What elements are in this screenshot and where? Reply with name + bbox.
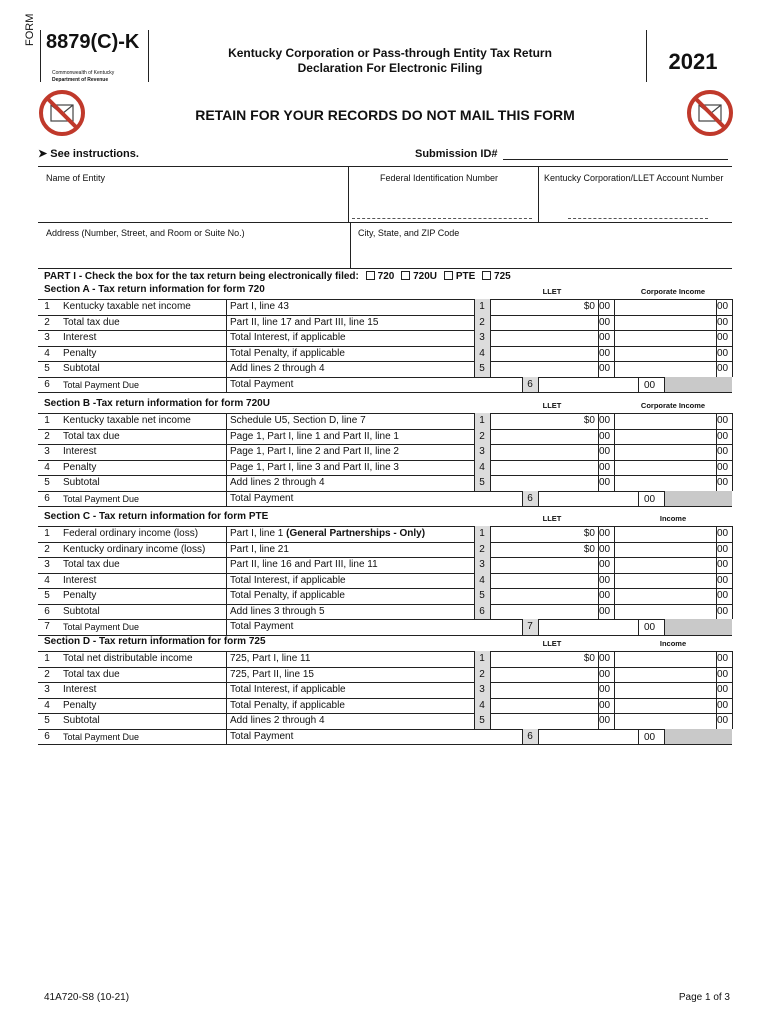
line-number: 1: [44, 415, 50, 426]
llet-cents: 00: [599, 653, 611, 664]
line-box-number: 3: [479, 684, 485, 695]
tax-year: 2021: [668, 49, 718, 74]
income-cents: 00: [717, 543, 729, 555]
checkbox-720[interactable]: [366, 271, 375, 280]
line-number: 6: [44, 492, 50, 504]
line-number: 4: [44, 461, 50, 473]
income-cents: 00: [717, 332, 729, 343]
line-label: Total tax due: [63, 430, 120, 442]
line-box-number: 5: [479, 477, 485, 488]
llet-cents: 00: [599, 605, 611, 617]
line-label: Total tax due: [63, 668, 120, 680]
line-number: 2: [44, 543, 50, 555]
line-label: Subtotal: [63, 477, 100, 488]
line-number: 4: [44, 699, 50, 711]
line-number: 1: [44, 301, 50, 312]
line-reference: Total Payment: [230, 492, 294, 504]
llet-cents: 00: [599, 574, 611, 586]
income-cents: 00: [717, 461, 729, 473]
line-reference: Add lines 2 through 4: [230, 477, 325, 488]
income-dollars-field[interactable]: [614, 413, 716, 429]
llet-cents: 00: [599, 477, 611, 488]
income-cents: 00: [717, 347, 729, 359]
line-reference: Total Penalty, if applicable: [230, 590, 345, 601]
line-box-number: 1: [479, 528, 485, 539]
agency-line-2: Department of Revenue: [52, 77, 109, 83]
income-dollars-field[interactable]: [614, 346, 716, 362]
agency-line-1: Commonwealth of Kentucky: [52, 70, 115, 76]
line-number: 7: [44, 621, 50, 632]
line-box-number: 2: [479, 543, 485, 555]
income-cents: 00: [717, 446, 729, 457]
income-dollars-field[interactable]: [614, 460, 716, 476]
line-label: Federal ordinary income (loss): [63, 528, 199, 539]
line-reference: Total Interest, if applicable: [230, 684, 346, 695]
line-box-number: 3: [479, 332, 485, 343]
line-reference: Page 1, Part I, line 2 and Part II, line 2: [230, 446, 399, 457]
income-dollars-field[interactable]: [614, 475, 716, 491]
line-label: Total tax due: [63, 316, 120, 328]
line-number: 2: [44, 668, 50, 680]
total-payment-field[interactable]: [538, 491, 638, 507]
line-reference: Part I, line 1 (General Partnerships - Only): [230, 528, 426, 539]
income-dollars-field[interactable]: [614, 526, 716, 542]
name-of-entity-label: Name of Entity: [46, 173, 106, 183]
line-number: 6: [44, 605, 50, 617]
line-label: Kentucky taxable net income: [63, 301, 191, 312]
line-number: 1: [44, 653, 50, 664]
total-cents: 00: [644, 493, 656, 505]
llet-cents: 00: [599, 699, 611, 711]
llet-cents: 00: [599, 430, 611, 442]
city-state-zip-field[interactable]: [354, 240, 730, 266]
line-label: Interest: [63, 446, 97, 457]
line-box-number: 1: [479, 415, 485, 426]
income-cents: 00: [717, 477, 729, 488]
total-payment-field[interactable]: [538, 619, 638, 635]
income-cents: 00: [717, 590, 729, 601]
llet-cents: 00: [599, 528, 611, 539]
income-cents: 00: [717, 316, 729, 328]
income-cents: 00: [717, 430, 729, 442]
line-number: 4: [44, 574, 50, 586]
line-box-number: 7: [527, 621, 533, 632]
line-box-number: 4: [479, 699, 485, 711]
line-box-number: 1: [479, 301, 485, 312]
line-label: Total tax due: [63, 559, 120, 570]
income-cents: 00: [717, 528, 729, 539]
line-reference: Total Penalty, if applicable: [230, 699, 345, 711]
line-reference: Schedule U5, Section D, line 7: [230, 415, 366, 426]
line-label: Subtotal: [63, 605, 100, 617]
line-number: 3: [44, 559, 50, 570]
llet-cents: 00: [599, 559, 611, 570]
line-number: 3: [44, 446, 50, 457]
part1-title: PART I - Check the box for the tax return being electronically filed: 720 720U PTE 725: [44, 271, 511, 282]
column-header-llet: LLET: [542, 401, 562, 410]
line-label: Interest: [63, 684, 97, 695]
line-label: Total Payment Due: [63, 493, 140, 504]
line-reference: Page 1, Part I, line 1 and Part II, line 1: [230, 430, 399, 442]
address-label: Address (Number, Street, and Room or Suite No.): [46, 228, 245, 238]
income-dollars-field[interactable]: [614, 573, 716, 589]
income-dollars-field[interactable]: [614, 588, 716, 604]
income-dollars-field[interactable]: [614, 557, 716, 573]
line-box-number: 4: [479, 347, 485, 359]
line-label: Subtotal: [63, 363, 100, 374]
line-box-number: 3: [479, 559, 485, 570]
page-number: Page 1 of 3: [678, 992, 730, 1003]
line-reference: Add lines 2 through 4: [230, 715, 325, 726]
line-label: Penalty: [63, 461, 97, 473]
income-dollars-field[interactable]: [614, 429, 716, 445]
line-label: Kentucky ordinary income (loss): [63, 543, 206, 555]
income-dollars-field[interactable]: [614, 713, 716, 729]
line-label: Subtotal: [63, 715, 100, 726]
form-title-line-1: Kentucky Corporation or Pass-through Entity Tax Return: [228, 46, 552, 60]
income-cents: 00: [717, 301, 729, 312]
line-label: Total Payment Due: [63, 622, 140, 632]
line-label: Kentucky taxable net income: [63, 415, 191, 426]
column-header-income: Corporate Income: [640, 287, 706, 296]
line-reference: Add lines 2 through 4: [230, 363, 325, 374]
column-header-income: Income: [659, 514, 687, 523]
column-header-llet: LLET: [542, 287, 562, 296]
column-header-llet: LLET: [542, 639, 562, 648]
section-title: Section B -Tax return information for form 720U: [44, 398, 270, 409]
income-cents: 00: [717, 715, 729, 726]
line-box-number: 6: [527, 730, 533, 742]
account-number-field[interactable]: [568, 196, 708, 219]
line-reference: Part I, line 43: [230, 301, 289, 312]
line-box-number: 6: [527, 492, 533, 504]
line-label: Total net distributable income: [63, 653, 193, 664]
income-cents: 00: [717, 699, 729, 711]
form-code: 41A720-S8 (10-21): [44, 992, 130, 1003]
income-dollars-field[interactable]: [614, 604, 716, 620]
checkbox-725[interactable]: [482, 271, 491, 280]
checkbox-720u[interactable]: [401, 271, 410, 280]
income-dollars-field[interactable]: [614, 667, 716, 683]
line-box-number: 2: [479, 316, 485, 328]
line-reference: 725, Part II, line 15: [230, 668, 314, 680]
line-box-number: 3: [479, 446, 485, 457]
line-number: 3: [44, 332, 50, 343]
line-reference: Total Interest, if applicable: [230, 574, 346, 586]
total-cents: 00: [644, 622, 656, 633]
line-label: Penalty: [63, 590, 97, 601]
line-box-number: 5: [479, 715, 485, 726]
line-box-number: 1: [479, 653, 485, 664]
llet-dollars-field[interactable]: $0: [583, 653, 595, 664]
line-label: Total Payment Due: [63, 379, 140, 390]
line-number: 5: [44, 477, 50, 488]
income-dollars-field[interactable]: [614, 315, 716, 331]
line-box-number: 2: [479, 668, 485, 680]
fein-field[interactable]: [352, 196, 532, 219]
income-dollars-field[interactable]: [614, 361, 716, 377]
total-cents: 00: [644, 379, 656, 391]
llet-cents: 00: [599, 668, 611, 680]
income-cents: 00: [717, 605, 729, 617]
line-box-number: 4: [479, 574, 485, 586]
income-dollars-field[interactable]: [614, 542, 716, 558]
line-label: Interest: [63, 574, 97, 586]
total-payment-field[interactable]: [538, 729, 638, 745]
address-field[interactable]: [40, 240, 346, 266]
income-dollars-field[interactable]: [614, 299, 716, 315]
city-state-zip-label: City, State, and ZIP Code: [358, 228, 460, 238]
account-number-label: Kentucky Corporation/LLET Account Number: [544, 173, 724, 183]
line-number: 2: [44, 316, 50, 328]
llet-dollars-field[interactable]: $0: [583, 528, 595, 539]
llet-cents: 00: [599, 684, 611, 695]
total-payment-field[interactable]: [538, 377, 638, 393]
llet-cents: 00: [599, 347, 611, 359]
line-reference: Total Payment: [230, 621, 294, 632]
line-reference: Part I, line 21: [230, 543, 289, 555]
form-number: 8879(C)-K: [46, 31, 140, 53]
see-instructions: ➤ See instructions.: [38, 148, 139, 160]
income-dollars-field[interactable]: [614, 444, 716, 460]
income-cents: 00: [717, 415, 729, 426]
line-number: 5: [44, 590, 50, 601]
income-cents: 00: [717, 363, 729, 374]
line-number: 3: [44, 684, 50, 695]
llet-dollars-field[interactable]: $0: [583, 301, 595, 312]
line-number: 2: [44, 430, 50, 442]
line-label: Interest: [63, 332, 97, 343]
column-header-llet: LLET: [542, 514, 562, 523]
submission-id-field[interactable]: [503, 159, 728, 160]
llet-cents: 00: [599, 415, 611, 426]
line-number: 4: [44, 347, 50, 359]
line-reference: Part II, line 17 and Part III, line 15: [230, 316, 379, 328]
line-label: Penalty: [63, 699, 97, 711]
line-reference: 725, Part I, line 11: [230, 653, 311, 664]
name-of-entity-field[interactable]: [40, 186, 346, 220]
retain-notice: RETAIN FOR YOUR RECORDS DO NOT MAIL THIS FORM: [195, 107, 575, 123]
line-reference: Total Penalty, if applicable: [230, 347, 345, 359]
llet-cents: 00: [599, 316, 611, 328]
line-box-number: 4: [479, 461, 485, 473]
line-reference: Page 1, Part I, line 3 and Part II, line 3: [230, 461, 399, 473]
llet-cents: 00: [599, 715, 611, 726]
line-reference: Add lines 3 through 5: [230, 605, 325, 617]
line-box-number: 2: [479, 430, 485, 442]
income-cents: 00: [717, 574, 729, 586]
form-word: FORM: [24, 13, 36, 46]
checkbox-pte[interactable]: [444, 271, 453, 280]
line-reference: Total Payment: [230, 378, 294, 390]
line-box-number: 5: [479, 590, 485, 601]
section-title: Section D - Tax return information for form 725: [44, 636, 266, 647]
income-cents: 00: [717, 559, 729, 570]
line-reference: Total Payment: [230, 730, 294, 742]
llet-cents: 00: [599, 301, 611, 312]
llet-cents: 00: [599, 590, 611, 601]
llet-cents: 00: [599, 363, 611, 374]
llet-cents: 00: [599, 446, 611, 457]
llet-cents: 00: [599, 543, 611, 555]
submission-id-label: Submission ID#: [415, 148, 498, 160]
line-box-number: 5: [479, 363, 485, 374]
line-box-number: 6: [527, 378, 533, 390]
section-title: Section C - Tax return information for form PTE: [44, 511, 269, 522]
line-reference: Part II, line 16 and Part III, line 11: [230, 559, 378, 570]
total-cents: 00: [644, 731, 656, 743]
line-number: 1: [44, 528, 50, 539]
llet-cents: 00: [599, 461, 611, 473]
line-number: 5: [44, 715, 50, 726]
llet-cents: 00: [599, 332, 611, 343]
fein-label: Federal Identification Number: [380, 173, 499, 183]
income-dollars-field[interactable]: [614, 330, 716, 346]
line-label: Penalty: [63, 347, 97, 359]
line-number: 5: [44, 363, 50, 374]
line-label: Total Payment Due: [63, 731, 140, 742]
line-box-number: 6: [479, 605, 485, 617]
line-number: 6: [44, 730, 50, 742]
column-header-income: Corporate Income: [640, 401, 706, 410]
no-mail-icon: [38, 89, 86, 142]
llet-dollars-field[interactable]: $0: [583, 543, 595, 555]
line-number: 6: [44, 378, 50, 390]
income-dollars-field[interactable]: [614, 651, 716, 667]
column-header-income: Income: [659, 639, 687, 648]
line-reference: Total Interest, if applicable: [230, 332, 346, 343]
income-cents: 00: [717, 653, 729, 664]
income-dollars-field[interactable]: [614, 682, 716, 698]
llet-dollars-field[interactable]: $0: [583, 415, 595, 426]
income-dollars-field[interactable]: [614, 698, 716, 714]
section-title: Section A - Tax return information for form 720: [44, 284, 265, 295]
form-title-line-2: Declaration For Electronic Filing: [297, 61, 483, 75]
income-cents: 00: [717, 668, 729, 680]
income-cents: 00: [717, 684, 729, 695]
no-mail-icon: [686, 89, 734, 142]
